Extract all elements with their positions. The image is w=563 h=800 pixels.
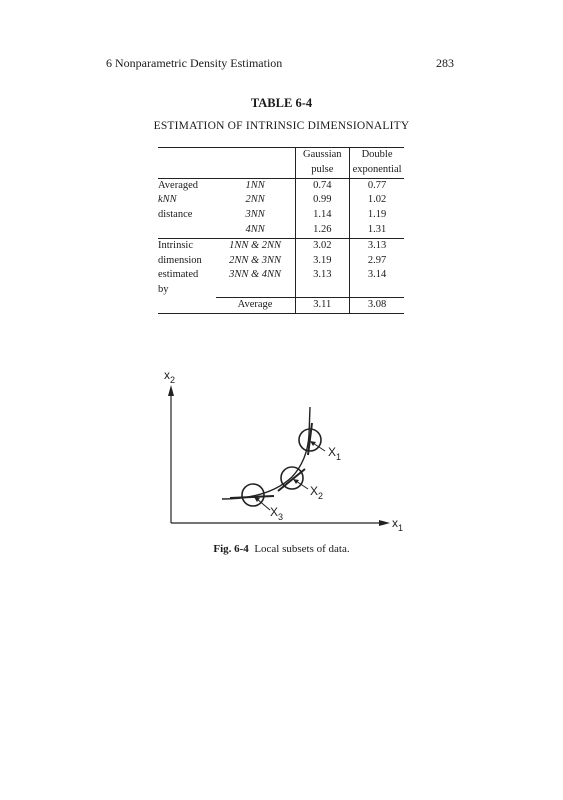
group2-label-line4: by <box>158 284 169 296</box>
group1-label-line3: distance <box>158 209 193 221</box>
table-row <box>158 223 404 238</box>
gaussian-average: 3.11 <box>295 298 350 314</box>
table-row <box>158 178 404 193</box>
running-head: 6 Nonparametric Density Estimation <box>106 56 283 70</box>
y-axis-arrow-icon <box>168 385 174 396</box>
tangent-segment-3 <box>230 496 274 498</box>
point-label-x1: $X_1$ <box>328 445 342 462</box>
double-cell: 3.13 <box>350 238 404 253</box>
gaussian-cell: 0.74 <box>295 178 350 193</box>
table-row-average <box>158 298 404 314</box>
gaussian-cell: 0.99 <box>295 193 350 208</box>
table-label: TABLE 6-4 <box>250 96 313 110</box>
table-row <box>158 254 404 269</box>
intrinsic-dimensionality-table <box>158 147 404 314</box>
k-cell: 1NN & 2NN <box>216 238 295 253</box>
k-cell: 1NN <box>216 178 295 193</box>
group2-label-line1: Intrinsic <box>158 238 216 253</box>
page-number: 283 <box>436 56 454 70</box>
point-label-x3: $X_3$ <box>270 505 284 522</box>
figure-caption-text: Local subsets of data. <box>254 543 350 555</box>
gaussian-cell: 1.14 <box>295 208 350 223</box>
double-cell: 0.77 <box>350 178 404 193</box>
gaussian-cell: 3.02 <box>295 238 350 253</box>
pointer-x1-arrow-icon <box>310 441 316 446</box>
double-cell: 2.97 <box>367 254 387 266</box>
k-cell: 4NN <box>216 223 295 238</box>
group1-label-line2: kNN <box>158 194 177 206</box>
gaussian-cell: 3.19 <box>295 254 350 269</box>
gaussian-cell: 3.13 <box>295 268 350 283</box>
figure-caption <box>0 543 563 555</box>
pointer-x2-arrow-icon <box>293 479 299 484</box>
figure-caption-label: Fig. 6-4 <box>213 543 249 555</box>
data-curve <box>222 407 310 499</box>
double-cell: 1.19 <box>367 209 387 221</box>
k-cell: 3NN & 4NN <box>216 268 295 283</box>
point-label-x2: $X_2$ <box>310 484 324 501</box>
header-double-line2: exponential <box>352 163 402 175</box>
table-row <box>158 283 404 298</box>
k-cell: 3NN <box>216 208 295 223</box>
k-cell: 2NN <box>216 193 295 208</box>
header-double-line1: Double <box>350 148 404 163</box>
x-axis-arrow-icon <box>379 520 390 526</box>
y-axis-label: $x_2$ <box>164 368 176 385</box>
table-header-row <box>158 148 404 163</box>
average-label: Average <box>216 298 295 314</box>
double-average: 3.08 <box>350 298 404 314</box>
k-cell: 2NN & 3NN <box>216 254 295 269</box>
table-row <box>158 238 404 253</box>
local-subset-circle-2 <box>281 467 303 489</box>
table-row <box>158 208 404 223</box>
group2-label-line2: dimension <box>158 254 202 266</box>
table-header-row <box>158 163 404 178</box>
header-gaussian-line2: pulse <box>311 163 334 175</box>
group1-label-line1: Averaged <box>158 178 216 193</box>
local-subsets-figure <box>150 365 410 535</box>
table-row <box>158 193 404 208</box>
table-row <box>158 268 404 283</box>
x-axis-label: $x_1$ <box>392 516 404 533</box>
double-cell: 1.31 <box>367 223 387 235</box>
double-cell: 3.14 <box>367 269 387 281</box>
table-title: ESTIMATION OF INTRINSIC DIMENSIONALITY <box>153 120 410 132</box>
gaussian-cell: 1.26 <box>295 223 350 238</box>
group2-label-line3: estimated <box>158 269 199 281</box>
double-cell: 1.02 <box>367 194 387 206</box>
header-gaussian-line1: Gaussian <box>295 148 350 163</box>
